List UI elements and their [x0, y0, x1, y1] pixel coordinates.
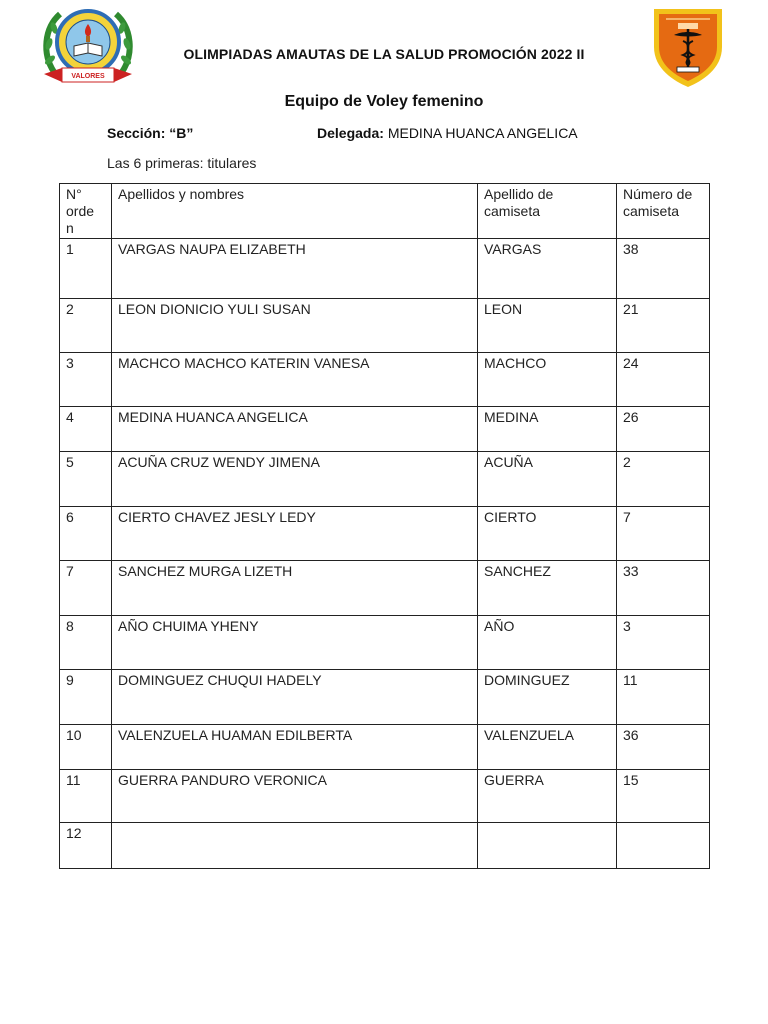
- cell-shirt-number: 11: [617, 670, 710, 725]
- seccion-value: “B”: [169, 125, 194, 141]
- table-row: [60, 670, 710, 725]
- cell-shirt-number: 33: [617, 561, 710, 616]
- document-title: Equipo de Voley femenino: [284, 93, 484, 110]
- cell-shirt-number: 2: [617, 452, 710, 507]
- cell-full-name: ACUÑA CRUZ WENDY JIMENA: [112, 452, 478, 507]
- cell-shirt-name: SANCHEZ: [478, 561, 617, 616]
- cell-order: 3: [60, 353, 112, 407]
- cell-shirt-name: AÑO: [478, 616, 617, 670]
- cell-shirt-name: [478, 823, 617, 869]
- cell-order: 9: [60, 670, 112, 725]
- cell-order: 6: [60, 507, 112, 561]
- seccion-line: [107, 125, 193, 141]
- seccion-label: Sección:: [107, 125, 166, 141]
- cell-shirt-name: ACUÑA: [478, 452, 617, 507]
- table-row: [60, 407, 710, 452]
- table-row: [60, 616, 710, 670]
- cell-shirt-name: VARGAS: [478, 239, 617, 299]
- cell-shirt-name: VALENZUELA: [478, 725, 617, 770]
- cell-full-name: MACHCO MACHCO KATERIN VANESA: [112, 353, 478, 407]
- delegada-value: MEDINA HUANCA ANGELICA: [387, 125, 578, 141]
- cell-shirt-name: LEON: [478, 299, 617, 353]
- table-row: [60, 823, 710, 869]
- crest-ribbon-text: VALORES: [71, 73, 105, 80]
- cell-shirt-number: 26: [617, 407, 710, 452]
- cell-full-name: GUERRA PANDURO VERONICA: [112, 770, 478, 823]
- roster-table: [59, 183, 710, 869]
- cell-full-name: DOMINGUEZ CHUQUI HADELY: [112, 670, 478, 725]
- cell-full-name: LEON DIONICIO YULI SUSAN: [112, 299, 478, 353]
- table-row: [60, 353, 710, 407]
- cell-full-name: [112, 823, 478, 869]
- table-header-row: [60, 184, 710, 239]
- table-row: [60, 725, 710, 770]
- cell-full-name: MEDINA HUANCA ANGELICA: [112, 407, 478, 452]
- cell-shirt-number: 15: [617, 770, 710, 823]
- cell-order: 8: [60, 616, 112, 670]
- table-row: [60, 299, 710, 353]
- cell-full-name: VARGAS NAUPA ELIZABETH: [112, 239, 478, 299]
- titulares-note: Las 6 primeras: titulares: [107, 155, 257, 171]
- cell-shirt-number: 36: [617, 725, 710, 770]
- cell-order: 12: [60, 823, 112, 869]
- table-row: [60, 452, 710, 507]
- delegada-label: Delegada:: [317, 125, 384, 141]
- cell-shirt-number: 24: [617, 353, 710, 407]
- header-names: Apellidos y nombres: [112, 184, 478, 239]
- cell-full-name: AÑO CHUIMA YHENY: [112, 616, 478, 670]
- cell-order: 7: [60, 561, 112, 616]
- cell-full-name: CIERTO CHAVEZ JESLY LEDY: [112, 507, 478, 561]
- cell-shirt-name: CIERTO: [478, 507, 617, 561]
- event-title: OLIMPIADAS AMAUTAS DE LA SALUD PROMOCIÓN 2022 II: [183, 46, 585, 62]
- cell-shirt-number: 7: [617, 507, 710, 561]
- cell-shirt-number: 3: [617, 616, 710, 670]
- table-row: [60, 561, 710, 616]
- cell-order: 2: [60, 299, 112, 353]
- cell-order: 4: [60, 407, 112, 452]
- cell-order: 10: [60, 725, 112, 770]
- cell-shirt-name: GUERRA: [478, 770, 617, 823]
- table-row: [60, 507, 710, 561]
- header-shirt-name: Apellido de camiseta: [478, 184, 617, 239]
- cell-shirt-number: 21: [617, 299, 710, 353]
- header-shirt-number: Número de camiseta: [617, 184, 710, 239]
- table-row: [60, 770, 710, 823]
- cell-shirt-name: MACHCO: [478, 353, 617, 407]
- cell-shirt-name: MEDINA: [478, 407, 617, 452]
- cell-full-name: VALENZUELA HUAMAN EDILBERTA: [112, 725, 478, 770]
- cell-order: 5: [60, 452, 112, 507]
- header-order: N° orde n: [60, 184, 112, 239]
- cell-shirt-number: 38: [617, 239, 710, 299]
- institution-crest-left: [40, 2, 136, 88]
- cell-shirt-number: [617, 823, 710, 869]
- cell-order: 11: [60, 770, 112, 823]
- cell-full-name: SANCHEZ MURGA LIZETH: [112, 561, 478, 616]
- cell-shirt-name: DOMINGUEZ: [478, 670, 617, 725]
- table-row: [60, 239, 710, 299]
- cell-order: 1: [60, 239, 112, 299]
- delegada-line: [317, 125, 578, 141]
